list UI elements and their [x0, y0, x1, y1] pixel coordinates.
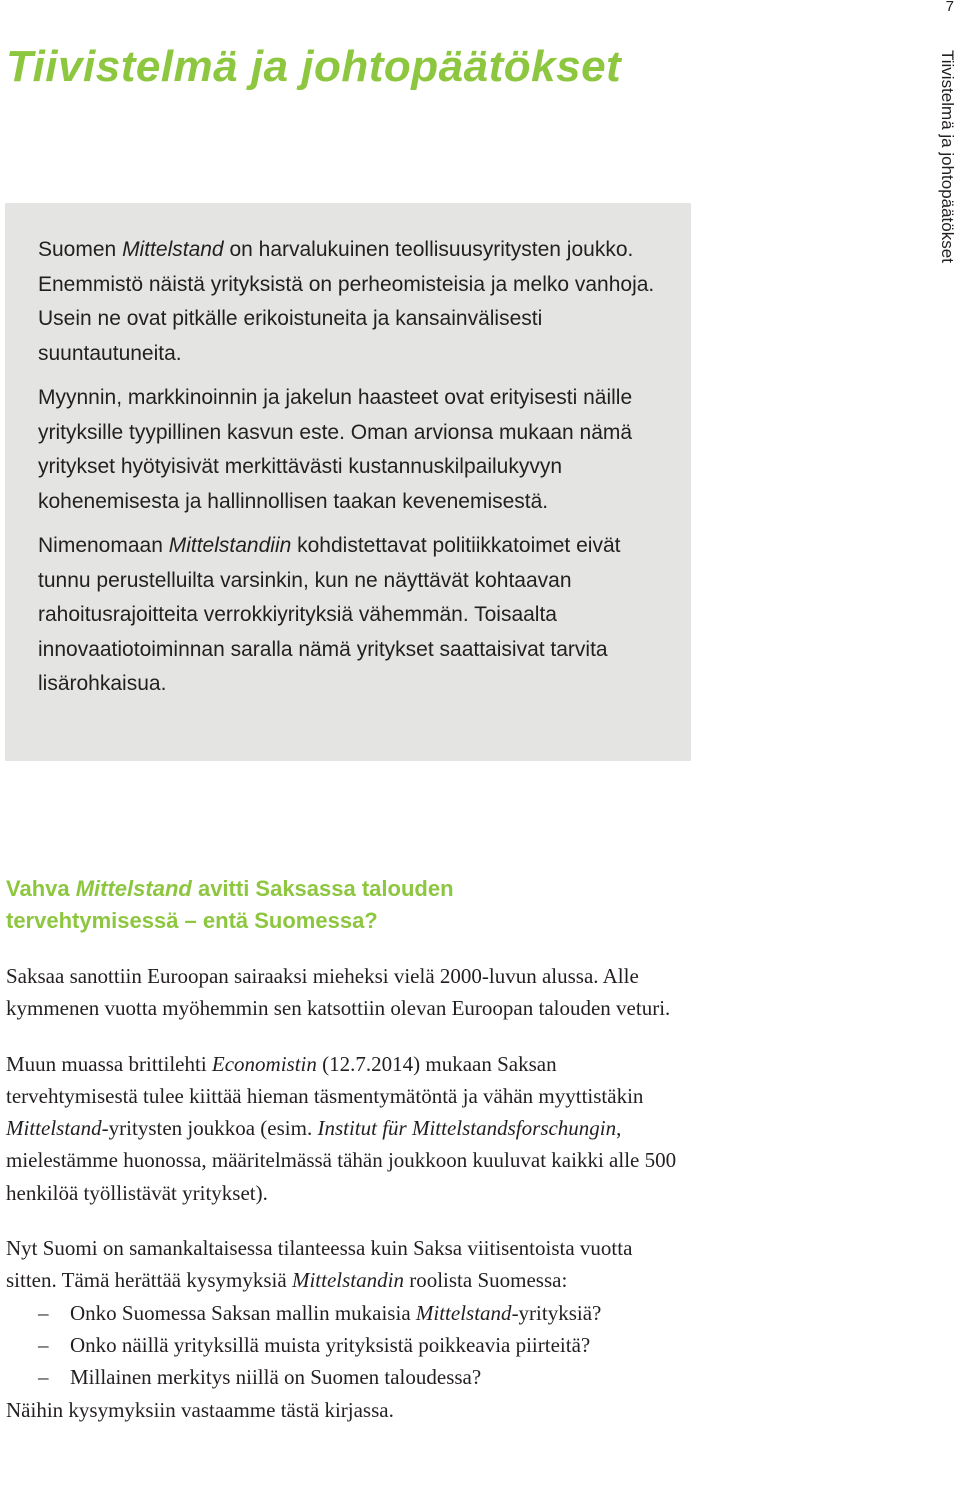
list-item-text: Onko Suomessa Saksan mallin mukaisia Mittelstand-yrityksiä?	[70, 1300, 602, 1325]
section-heading: Vahva Mittelstand avitti Saksassa talouden tervehtymisessä – entä Suomessa?	[6, 876, 454, 933]
body-paragraph-3: Nyt Suomi on samankaltaisessa tilanteessa kuin Saksa viitisentoista vuotta sitten. Tämä herättää kysymyksiä Mittelstandin roolista Suomessa:	[6, 1236, 633, 1293]
page-number: 7	[945, 0, 954, 15]
running-header	[933, 50, 960, 280]
body-text	[6, 960, 686, 1426]
list-item	[6, 1297, 686, 1329]
list-item-text: Onko näillä yrityksillä muista yrityksistä poikkeavia piirteitä?	[70, 1332, 591, 1357]
running-header-text: Tiivistelmä ja johtopäätökset	[938, 50, 957, 263]
list-dash: –	[38, 1332, 49, 1357]
question-list	[6, 1297, 686, 1394]
list-item	[6, 1329, 686, 1361]
summary-paragraph-1: Suomen Mittelstand on harvalukuinen teollisuusyritysten joukko. Enemmistö näistä yrityksistä on perheomisteisia ja melko vanhoja. Usein ne ovat pitkälle erikoistuneita ja kansainvälisesti suuntautuneita.	[38, 238, 655, 365]
page-title: Tiivistelmä ja johtopäätökset	[6, 42, 622, 91]
summary-paragraph-2: Myynnin, markkinoinnin ja jakelun haasteet ovat erityisesti näille yrityksille tyypillinen kasvun este. Oman arvionsa mukaan nämä yritykset hyötyisivät merkittävästi kustannuskilpailukyvyn kohenemisesta ja hallinnollisen taakan kevenemisestä.	[38, 386, 633, 513]
list-item	[6, 1361, 686, 1393]
list-dash: –	[38, 1365, 49, 1390]
body-paragraph-1: Saksaa sanottiin Euroopan sairaaksi mieheksi vielä 2000-luvun alussa. Alle kymmenen vuotta myöhemmin sen katsottiin olevan Euroopan talouden veturi.	[6, 964, 671, 1021]
list-item-text: Millainen merkitys niillä on Suomen taloudessa?	[70, 1365, 482, 1390]
closing-paragraph: Näihin kysymyksiin vastaamme tästä kirjassa.	[6, 1397, 394, 1422]
body-paragraph-2: Muun muassa brittilehti Economistin (12.7.2014) mukaan Saksan tervehtymisestä tulee kiittää hieman täsmentymätöntä ja vähän myyttistäkin Mittelstand-yritysten joukkoa (esim. Institut für Mittelstandsforschungin, mielestämme huonossa, määritelmässä tähän joukkoon kuuluvat kaikki alle 500 henkilöä työllistävät yritykset).	[6, 1051, 677, 1205]
list-dash: –	[38, 1300, 49, 1325]
summary-box	[5, 203, 691, 761]
summary-paragraph-3: Nimenomaan Mittelstandiin kohdistettavat politiikkatoimet eivät tunnu perustelluilta varsinkin, kun ne näyttävät kohtaavan rahoitusrajoitteita verrokkiyrityksiä vähemmän. Toisaalta innovaatiotoiminnan saralla nämä yritykset saattaisivat tarvita lisärohkaisua.	[38, 534, 621, 695]
